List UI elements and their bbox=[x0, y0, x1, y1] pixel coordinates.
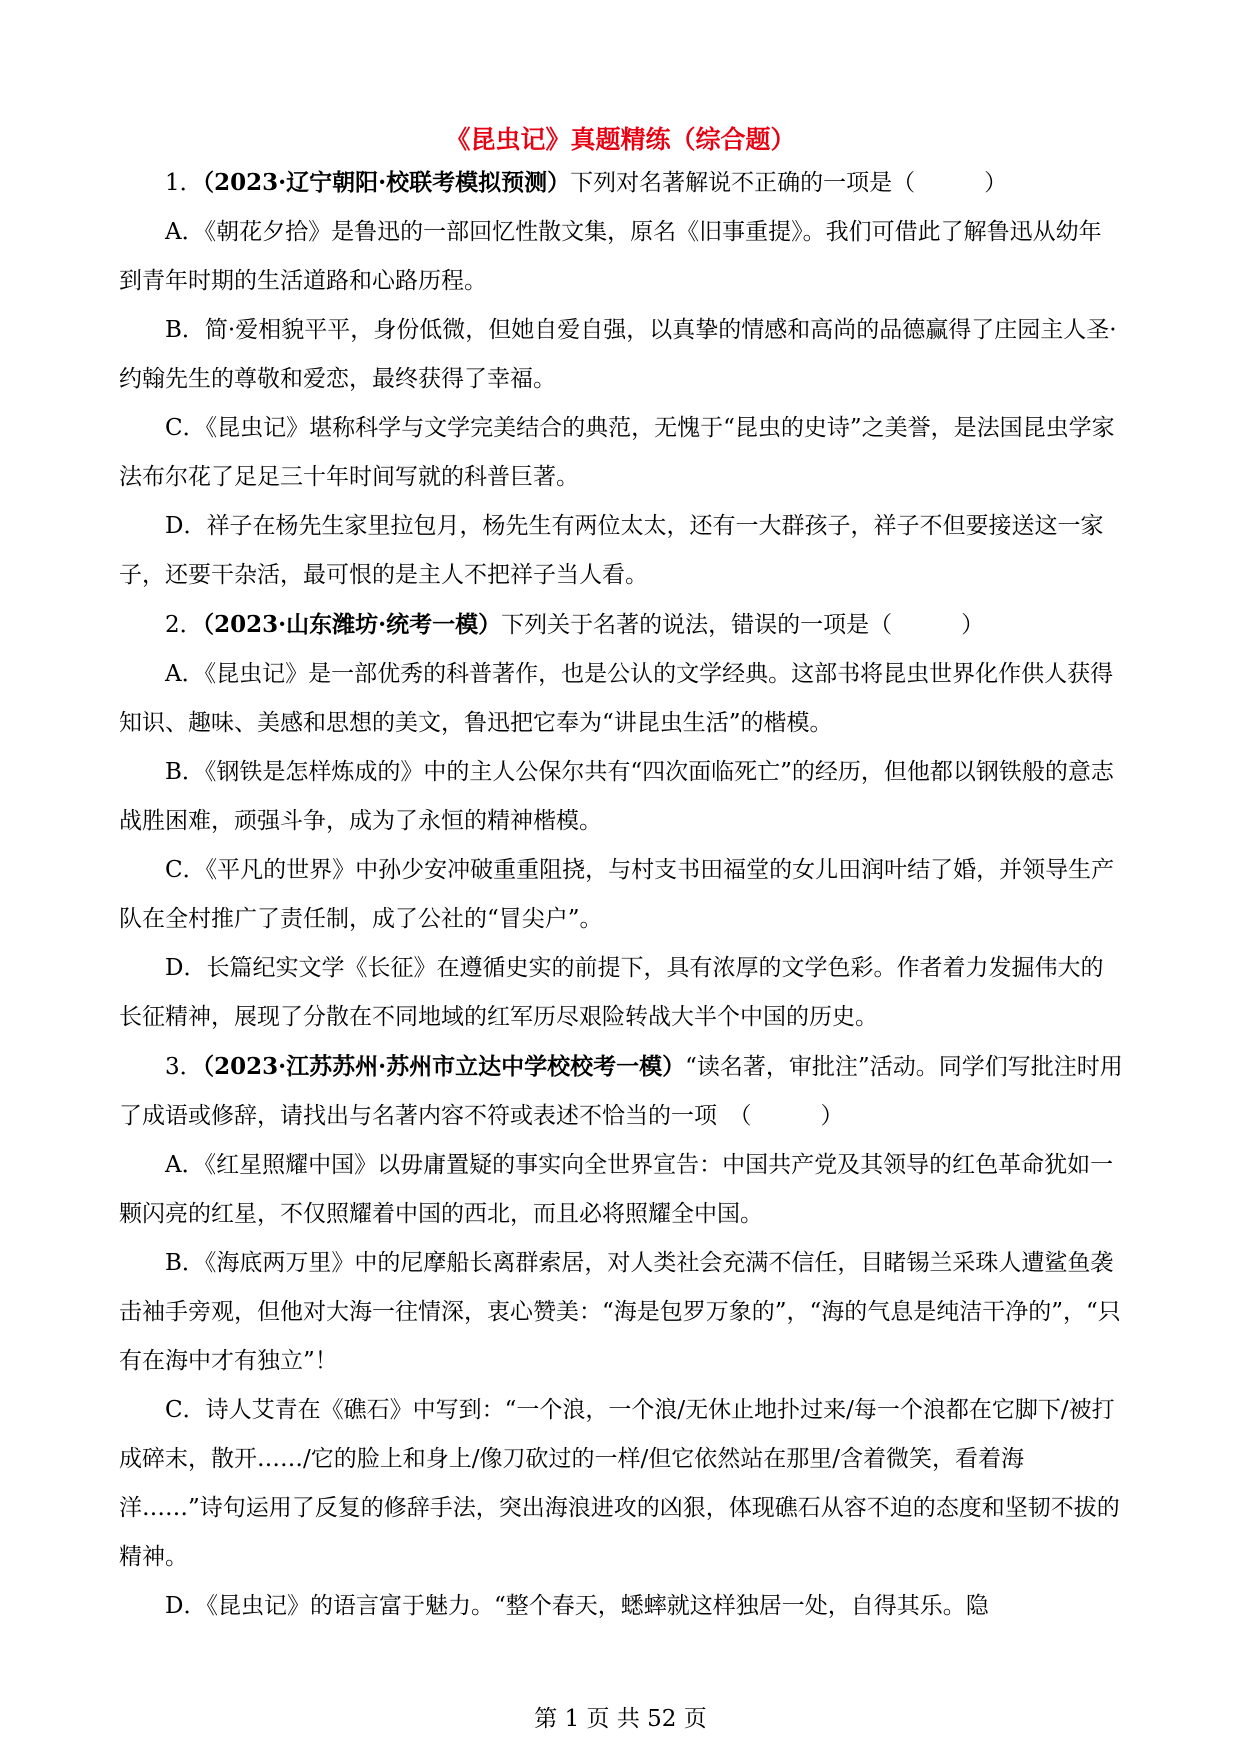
question-source: （2023·山东潍坊·统考一模） bbox=[202, 611, 502, 638]
question-number: 3． bbox=[165, 1054, 203, 1080]
question-stem bbox=[119, 1042, 1123, 1141]
option-b: B．简·爱相貌平平，身份低微，但她自爱自强，以真挚的情感和高尚的品德赢得了庄园主人圣·约翰先生的尊敬和爱恋，最终获得了幸福。 bbox=[119, 317, 1117, 392]
option-c: C．《平凡的世界》中孙少安冲破重重阻挠，与村支书田福堂的女儿田润叶结了婚，并领导生产队在全村推广了责任制，成了公社的“冒尖户”。 bbox=[119, 857, 1115, 932]
page-title: 《昆虫记》真题精练（综合题） bbox=[445, 125, 796, 154]
question-text: 下列关于名著的说法，错误的一项是（ ） bbox=[501, 612, 985, 638]
question-stem bbox=[119, 158, 1123, 208]
question-list bbox=[119, 158, 1123, 1631]
option-d: D．《昆虫记》的语言富于魅力。“整个春天，蟋蟀就这样独居一处，自得其乐。隐 bbox=[165, 1593, 989, 1619]
question-1 bbox=[119, 158, 1123, 600]
option-c: C．《昆虫记》堪称科学与文学完美结合的典范，无愧于“昆虫的史诗”之美誉，是法国昆虫学家法布尔花了足足三十年时间写就的科普巨著。 bbox=[119, 415, 1115, 490]
option-b: B．《钢铁是怎样炼成的》中的主人公保尔共有“四次面临死亡”的经历，但他都以钢铁般的意志战胜困难，顽强斗争，成为了永恒的精神楷模。 bbox=[119, 759, 1114, 834]
question-text: “读名著，审批注”活动。同学们写批注时用了成语或修辞，请找出与名著内容不符或表述不恰当的一项 （ ） bbox=[119, 1054, 1123, 1129]
option-d: D．长篇纪实文学《长征》在遵循史实的前提下，具有浓厚的文学色彩。作者着力发掘伟大的长征精神，展现了分散在不同地域的红军历尽艰险转战大半个中国的历史。 bbox=[119, 955, 1104, 1030]
question-2 bbox=[119, 600, 1123, 1042]
option-b: B．《海底两万里》中的尼摩船长离群索居，对人类社会充满不信任，目睹锡兰采珠人遭鲨鱼袭击袖手旁观，但他对大海一往情深，衷心赞美：“海是包罗万象的”，“海的气息是纯洁干净的”，“只有在海中才有独立”！ bbox=[119, 1250, 1121, 1374]
question-number: 1． bbox=[165, 170, 203, 196]
page-footer: 第 1 页 共 52 页 bbox=[534, 1706, 707, 1732]
option-a: A．《朝花夕拾》是鲁迅的一部回忆性散文集，原名《旧事重提》。我们可借此了解鲁迅从幼年到青年时期的生活道路和心路历程。 bbox=[119, 219, 1102, 294]
option-d: D．祥子在杨先生家里拉包月，杨先生有两位太太，还有一大群孩子，祥子不但要接送这一家子，还要干杂活，最可恨的是主人不把祥子当人看。 bbox=[119, 513, 1104, 588]
question-3 bbox=[119, 1042, 1123, 1631]
question-source: （2023·江苏苏州·苏州市立达中学校校考一模） bbox=[202, 1053, 686, 1080]
option-a: A．《昆虫记》是一部优秀的科普著作，也是公认的文学经典。这部书将昆虫世界化作供人获得知识、趣味、美感和思想的美文，鲁迅把它奉为“讲昆虫生活”的楷模。 bbox=[119, 661, 1114, 736]
option-c: C．诗人艾青在《礁石》中写到：“一个浪，一个浪/无休止地扑过来/每一个浪都在它脚下/被打成碎末，散开……/它的脸上和身上/像刀砍过的一样/但它依然站在那里/含着微笑，看着海洋……”诗句运用了反复的修辞手法，突出海浪进攻的凶狠，体现礁石从容不迫的态度和坚韧不拔的精神。 bbox=[119, 1397, 1120, 1570]
question-text: 下列对名著解说不正确的一项是（ ） bbox=[570, 170, 1008, 196]
question-source: （2023·辽宁朝阳·校联考模拟预测） bbox=[202, 169, 571, 196]
question-number: 2． bbox=[165, 612, 203, 638]
question-stem bbox=[119, 600, 1123, 650]
option-a: A．《红星照耀中国》以毋庸置疑的事实向全世界宣告：中国共产党及其领导的红色革命犹如一颗闪亮的红星，不仅照耀着中国的西北，而且必将照耀全中国。 bbox=[119, 1152, 1114, 1227]
